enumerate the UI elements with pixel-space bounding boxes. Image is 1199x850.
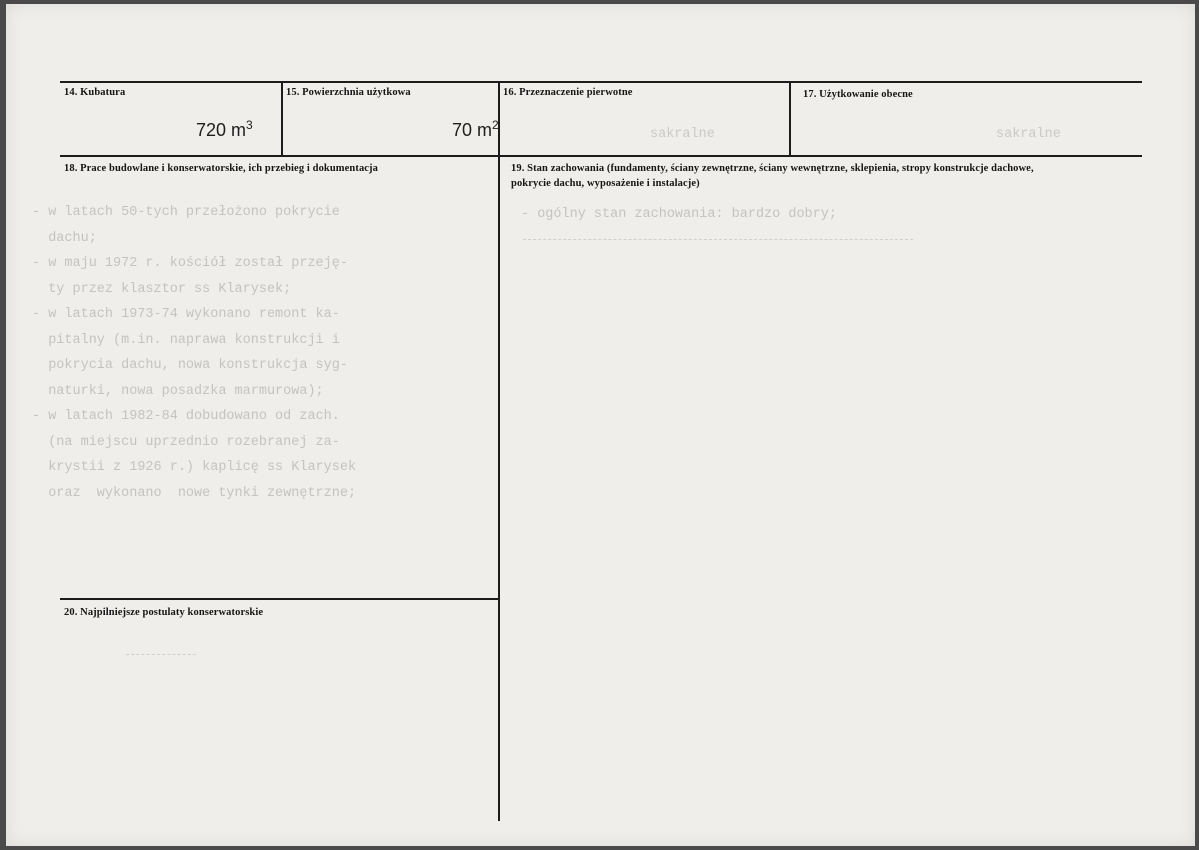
field-18-text	[32, 200, 356, 506]
field-18-label: 18. Prace budowlane i konserwatorskie, ich przebieg i dokumentacja	[64, 163, 379, 174]
field-14-number: 720 m	[196, 120, 247, 140]
field-20-label: 20. Najpilniejsze postulaty konserwatorskie	[64, 607, 264, 618]
field-14-sup: 3	[246, 118, 253, 132]
field-15-sup: 2	[492, 118, 499, 132]
divider-16-17	[789, 81, 791, 157]
field-19-dashes	[523, 239, 913, 240]
field-18-line: krystii z 1926 r.) kaplicę ss Klarysek	[32, 460, 357, 475]
field-18-line: - w latach 1982-84 dobudowano od zach.	[32, 409, 340, 424]
field-16-value: sakralne	[650, 127, 715, 142]
field-16-label: 16. Przeznaczenie pierwotne	[503, 87, 633, 98]
field-18-line: naturki, nowa posadzka marmurowa);	[32, 383, 324, 399]
field-18-line: pitalny (m.in. naprawa konstrukcji i	[32, 332, 340, 348]
field-19-text: - ogólny stan zachowania: bardzo dobry;	[521, 207, 837, 222]
divider-15-16	[498, 81, 500, 821]
rule-18-20	[60, 598, 500, 600]
field-18-line: dachu;	[32, 230, 97, 246]
field-18-line: oraz wykonano nowe tynki zewnętrzne;	[32, 485, 357, 501]
field-18-line: pokrycia dachu, nowa konstrukcja syg-	[32, 358, 348, 373]
field-17-label: 17. Użytkowanie obecne	[803, 89, 913, 100]
field-18-line: - w maju 1972 r. kościół został przeję-	[32, 256, 348, 271]
field-19-label: 19. Stan zachowania (fundamenty, ściany zewnętrzne, ściany wewnętrzne, sklepienia, stropy konstrukcje dachowe, pokrycie dachu, wyposażenie i instalacje)	[511, 163, 1034, 189]
rule-top	[60, 81, 1142, 83]
field-20-dashes	[126, 654, 196, 655]
field-15-value	[452, 118, 499, 141]
field-17-value: sakralne	[996, 127, 1061, 142]
field-14-value	[196, 118, 253, 141]
rule-row1-bottom	[60, 155, 1142, 157]
field-18-line: - w latach 50-tych przełożono pokrycie	[32, 205, 340, 220]
divider-14-15	[281, 81, 283, 157]
field-15-number: 70 m	[452, 120, 493, 140]
field-18-line: (na miejscu uprzednio rozebranej za-	[32, 434, 340, 450]
field-14-label: 14. Kubatura	[64, 87, 126, 98]
record-card	[6, 4, 1195, 846]
field-15-label: 15. Powierzchnia użytkowa	[286, 87, 411, 98]
field-18-line: - w latach 1973-74 wykonano remont ka-	[32, 307, 340, 322]
field-18-line: ty przez klasztor ss Klarysek;	[32, 281, 292, 297]
